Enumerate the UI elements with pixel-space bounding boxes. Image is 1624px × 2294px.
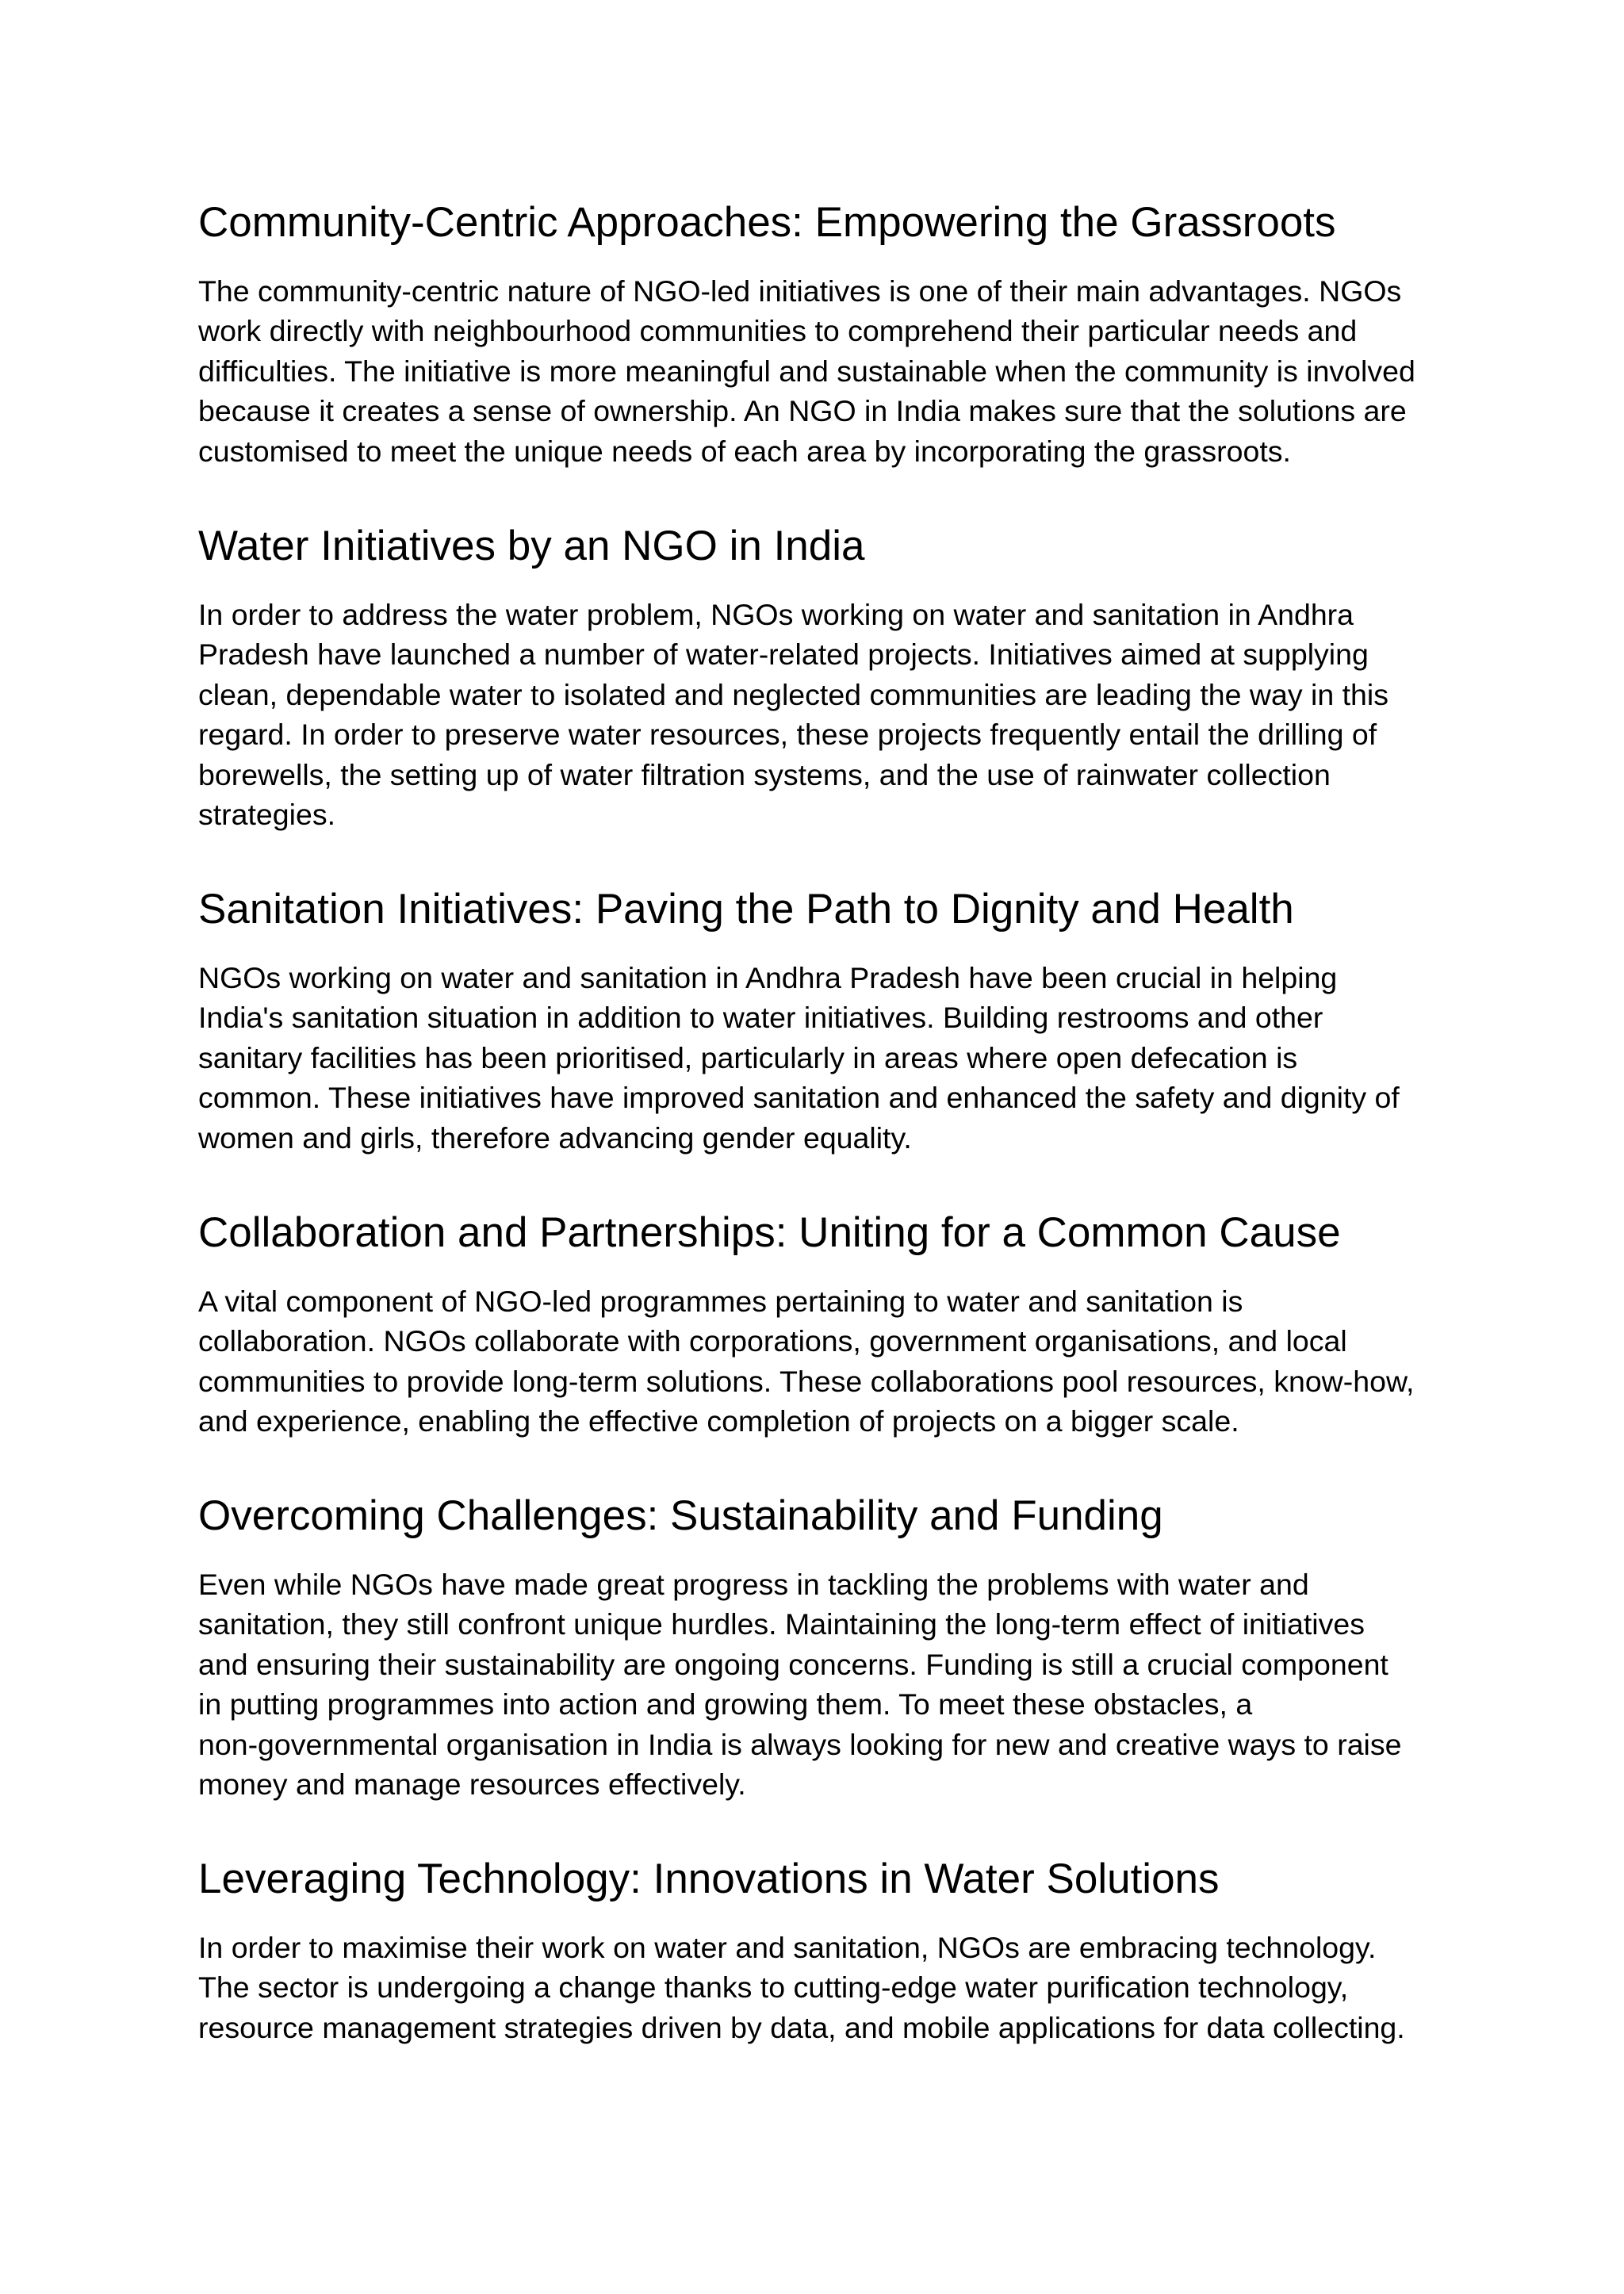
paragraph-line: women and girls, therefore advancing gender equality.	[198, 1120, 912, 1155]
paragraph-line: sanitation, they still confront unique hurdles. Maintaining the long-term effect of initiatives	[198, 1607, 1365, 1641]
paragraph-line: The community-centric nature of NGO-led initiatives is one of their main advantages. NGOs	[198, 274, 1402, 308]
section-heading: Sanitation Initiatives: Paving the Path to Dignity and Health	[198, 886, 1294, 933]
paragraph-line: work directly with neighbourhood communities to comprehend their particular needs and	[198, 314, 1358, 348]
paragraph-line: borewells, the setting up of water filtration systems, and the use of rainwater collection	[198, 757, 1331, 791]
section-paragraph	[198, 1564, 1435, 1804]
section-heading: Leveraging Technology: Innovations in Water Solutions	[198, 1855, 1220, 1902]
section-heading: Overcoming Challenges: Sustainability and Funding	[198, 1492, 1163, 1539]
paragraph-line: because it creates a sense of ownership. An NGO in India makes sure that the solutions are	[198, 394, 1407, 428]
section-paragraph	[198, 958, 1435, 1158]
paragraph-line: non-governmental organisation in India is always looking for new and creative ways to raise	[198, 1727, 1402, 1761]
paragraph-line: money and manage resources effectively.	[198, 1767, 746, 1802]
paragraph-line: and experience, enabling the effective completion of projects on a bigger scale.	[198, 1404, 1239, 1438]
paragraph-line: strategies.	[198, 798, 335, 832]
paragraph-line: and ensuring their sustainability are ongoing concerns. Funding is still a crucial component	[198, 1647, 1388, 1681]
paragraph-line: NGOs working on water and sanitation in Andhra Pradesh have been crucial in helping	[198, 961, 1338, 994]
section-heading: Water Initiatives by an NGO in India	[198, 523, 865, 569]
paragraph-line: clean, dependable water to isolated and neglected communities are leading the way in this	[198, 677, 1388, 711]
paragraph-line: The sector is undergoing a change thanks to cutting-edge water purification technology,	[198, 1970, 1349, 2005]
paragraph-line: Even while NGOs have made great progress in tackling the problems with water and	[198, 1568, 1309, 1601]
paragraph-line: difficulties. The initiative is more meaningful and sustainable when the community is involved	[198, 354, 1415, 388]
paragraph-line: India's sanitation situation in addition to water initiatives. Building restrooms and other	[198, 1001, 1323, 1035]
paragraph-line: resource management strategies driven by data, and mobile applications for data collecting.	[198, 2010, 1405, 2044]
paragraph-line: in putting programmes into action and growing them. To meet these obstacles, a	[198, 1687, 1253, 1721]
paragraph-line: customised to meet the unique needs of each area by incorporating the grassroots.	[198, 434, 1291, 468]
paragraph-line: In order to address the water problem, NGOs working on water and sanitation in Andhra	[198, 598, 1354, 631]
paragraph-line: communities to provide long-term solutions. These collaborations pool resources, know-how,	[198, 1364, 1415, 1398]
paragraph-line: collaboration. NGOs collaborate with corporations, government organisations, and local	[198, 1324, 1347, 1358]
section-paragraph	[198, 595, 1435, 834]
paragraph-line: common. These initiatives have improved sanitation and enhanced the safety and dignity of	[198, 1081, 1400, 1115]
paragraph-line: A vital component of NGO-led programmes pertaining to water and sanitation is	[198, 1285, 1243, 1318]
section-heading: Collaboration and Partnerships: Uniting for a Common Cause	[198, 1209, 1341, 1256]
paragraph-line: regard. In order to preserve water resources, these projects frequently entail the drilling of	[198, 718, 1377, 752]
section-paragraph	[198, 1928, 1435, 2047]
paragraph-line: In order to maximise their work on water and sanitation, NGOs are embracing technology.	[198, 1931, 1377, 1964]
section-paragraph	[198, 271, 1435, 471]
section-heading: Community-Centric Approaches: Empowering the Grassroots	[198, 199, 1336, 246]
paragraph-line: Pradesh have launched a number of water-related projects. Initiatives aimed at supplying	[198, 638, 1369, 672]
section-paragraph	[198, 1281, 1435, 1442]
paragraph-line: sanitary facilities has been prioritised, particularly in areas where open defecation is	[198, 1040, 1298, 1074]
